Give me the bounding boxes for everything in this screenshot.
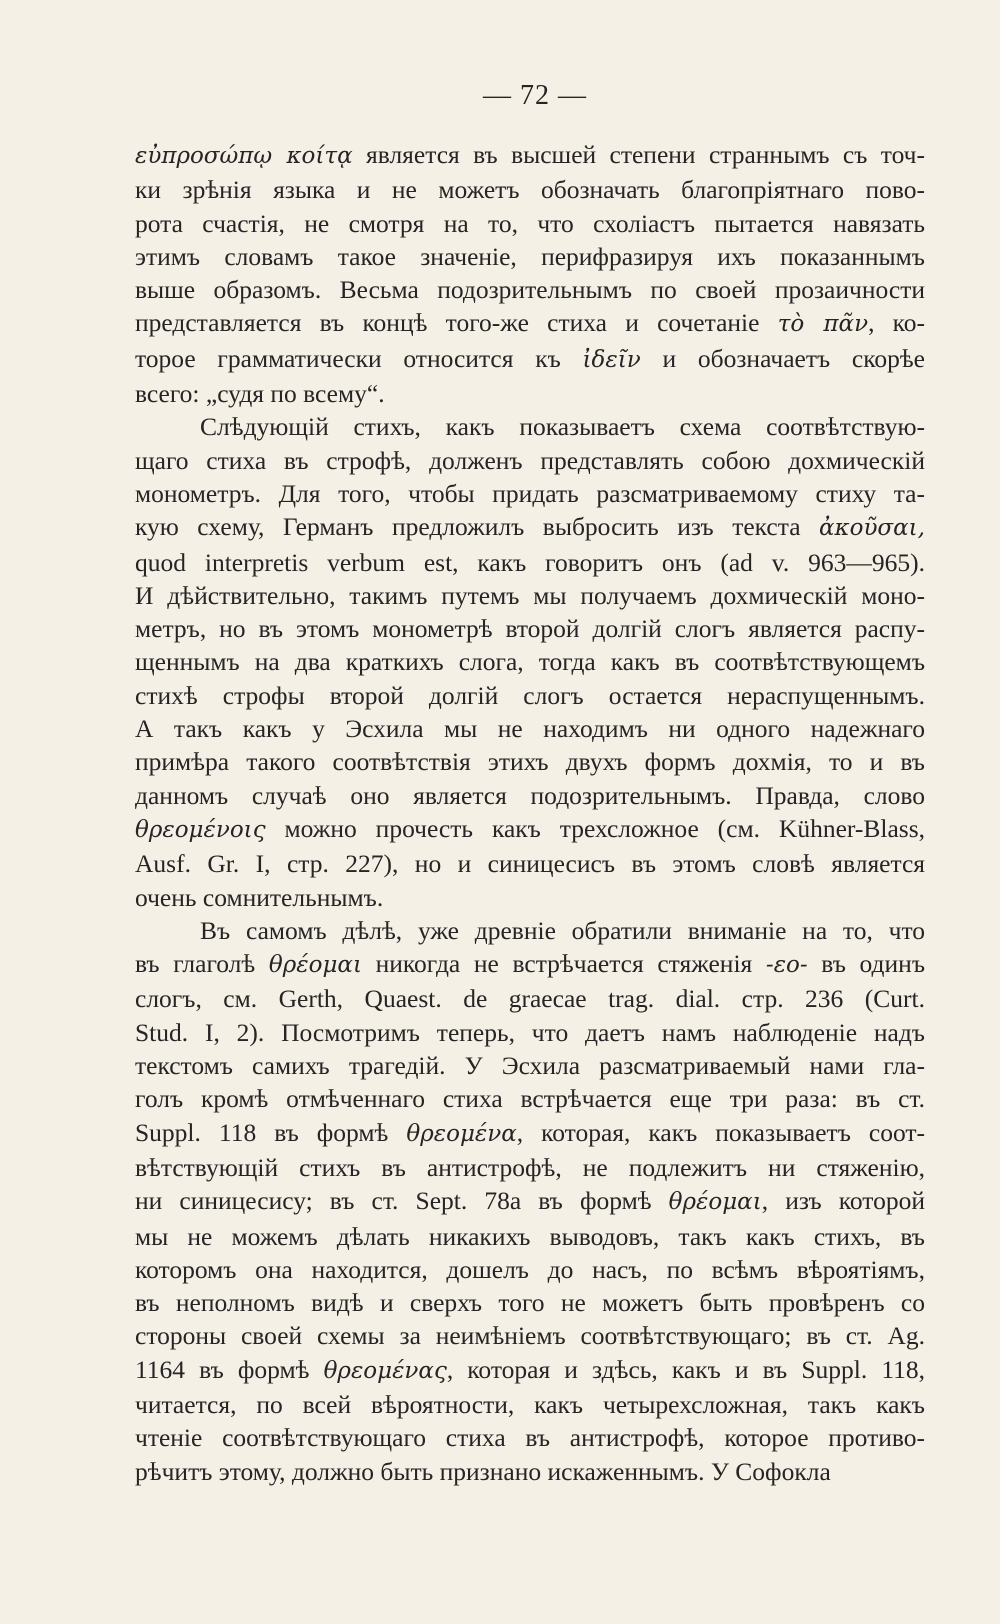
text-segment: , которая, какъ показываетъ соот- [516,1117,925,1147]
text-segment: Stud. I, 2). Посмотримъ теперь, что даетъ намъ наблюденіе надъ [135,1017,925,1047]
text-segment: слогъ, см. Gerth, Quaest. de graecae trag. dial. стр. 236 (Curt. [135,984,925,1014]
greek-phrase: θρεομένας [323,1357,447,1384]
text-line [135,240,925,273]
text-line [135,1116,925,1151]
text-line [135,745,925,778]
text-line [135,1319,925,1352]
greek-phrase: θρεομένα [406,1120,517,1147]
text-segment: и обозначаетъ скорѣе [640,343,925,373]
text-segment: quod interpretis verbum est, какъ говоритъ онъ (ad v. 963—965). [135,547,925,577]
text-line [135,645,925,678]
text-segment: Въ самомъ дѣлѣ, уже древніе обратили вниманіе на то, что [200,915,925,945]
greek-phrase: τὸ πᾶν [777,311,869,338]
text-line [135,444,925,477]
text-line [135,1253,925,1286]
text-segment: Слѣдующій стихъ, какъ показываетъ схема соотвѣтствую- [200,412,925,442]
text-segment: мы не можемъ дѣлать никакихъ выводовъ, такъ какъ стихъ, въ [135,1221,925,1251]
text-segment: , которая и здѣсь, какъ и въ Suppl. 118, [446,1354,925,1384]
text-line [135,779,925,812]
text-segment: въ одинъ [807,949,926,979]
text-line [135,273,925,306]
text-segment: примѣра такого соотвѣтствія этихъ двухъ формъ дохмія, то и въ [135,747,925,777]
text-line [135,881,925,914]
text-line [135,679,925,712]
text-line [135,1082,925,1115]
page-number: — 72 — [483,80,587,111]
paragraph [135,410,925,913]
text-line [135,812,925,847]
text-line [135,510,925,545]
text-line [135,546,925,579]
text-segment: голъ кромѣ отмѣченнаго стиха встрѣчается еще три раза: въ ст. [135,1084,925,1114]
text-segment: рѣчитъ этому, должно быть признано искаженнымъ. У Софокла [135,1456,831,1486]
text-segment: этимъ словамъ такое значеніе, перифразируя ихъ показаннымъ [135,241,925,271]
text-segment: стихѣ строфы второй долгій слогъ остается нераспущеннымъ. [135,680,925,710]
text-line [135,1184,925,1219]
text-segment: , изъ которой [761,1186,925,1216]
text-line [135,207,925,240]
text-segment: щеннымъ на два краткихъ слога, тогда какъ въ соотвѣтствующемъ [135,647,925,677]
text-segment: ки зрѣнія языка и не можетъ обозначать благопріятнаго пово- [135,175,925,205]
greek-phrase: ἀκοῦσαι, [818,515,925,542]
text-segment: торое грамматически относится къ [135,343,583,373]
text-segment: чтеніе соотвѣтствующаго стиха въ антистрофѣ, которое противо- [135,1423,925,1453]
text-segment: очень сомнительнымъ. [135,882,384,912]
greek-phrase: θρεομένοις [135,816,266,843]
text-line [135,612,925,645]
text-segment: стороны своей схемы за неимѣніемъ соотвѣтствующаго; въ ст. Ag. [135,1321,925,1351]
text-segment: И дѣйствительно, такимъ путемъ мы получаемъ дохмическій моно- [135,580,925,610]
text-line [135,1421,925,1454]
text-segment: текстомъ самихъ трагедій. У Эсхила разсматриваемый нами гла- [135,1051,925,1081]
text-segment: А такъ какъ у Эсхила мы не находимъ ни одного надежнаго [135,714,925,744]
text-line [135,1049,925,1082]
greek-phrase: θρέομαι [268,952,362,979]
greek-phrase: ἰδεῖν [582,346,641,373]
text-line [135,477,925,510]
text-line [135,342,925,377]
text-segment: Suppl. 118 въ формѣ [135,1117,407,1147]
text-segment: можно прочесть какъ трехсложное (см. Kühner-Blass, [265,813,925,843]
body-text [135,138,925,1488]
text-line [135,947,925,982]
text-segment: данномъ случаѣ оно является подозрительнымъ. Правда, слово [135,780,925,810]
text-segment: всего: „судя по всему“. [135,379,385,409]
text-line [135,712,925,745]
text-line [135,410,925,443]
text-segment: кую схему, Германъ предложилъ выбросить изъ текста [135,512,819,542]
text-segment: вѣтствующій стихъ въ антистрофѣ, не подлежитъ ни стяженію, [135,1152,925,1182]
text-segment: читается, по всей вѣроятности, какъ четырехсложная, такъ какъ [135,1389,925,1419]
text-line [135,982,925,1015]
text-segment: является въ высшей степени страннымъ съ точ- [352,140,925,169]
text-line [135,914,925,947]
text-segment: выше образомъ. Весьма подозрительнымъ по своей прозаичности [135,275,925,305]
text-segment: никогда не встрѣчается стяженія [361,949,766,979]
text-segment: рота счастія, не смотря на то, что схоліастъ пытается навязать [135,208,925,238]
text-segment: щаго стиха въ строфѣ, долженъ представлять собою дохмическій [135,445,925,475]
text-line [135,306,925,341]
text-line [135,1353,925,1388]
text-segment: , ко- [868,308,926,338]
text-line [135,1388,925,1421]
text-line [135,1455,925,1488]
paragraph [135,914,925,1488]
paragraph [135,138,925,410]
text-segment: ни синицесису; въ ст. Sept. 78a въ формѣ [135,1186,669,1216]
greek-phrase: -εο- [765,952,808,979]
text-segment: метръ, но въ этомъ монометрѣ второй долгій слогъ является распу- [135,614,925,644]
text-line [135,579,925,612]
text-line [135,1286,925,1319]
text-line [135,138,925,173]
text-line [135,377,925,410]
text-segment: представляется въ концѣ того-же стиха и сочетаніе [135,308,778,338]
text-line [135,1220,925,1253]
text-segment: которомъ она находится, дошелъ до насъ, по всѣмъ вѣроятіямъ, [135,1254,925,1284]
text-segment: Ausf. Gr. I, стр. 227), но и синицесисъ въ этомъ словѣ является [135,849,925,879]
text-line [135,173,925,206]
greek-phrase: θρέομαι [668,1189,762,1216]
text-line [135,1016,925,1049]
text-line [135,847,925,880]
text-segment: въ глаголѣ [135,949,269,979]
text-segment: 1164 въ формѣ [135,1354,324,1384]
text-segment: монометръ. Для того, чтобы придать разсматриваемому стиху та- [135,478,925,508]
text-line [135,1151,925,1184]
text-segment: въ неполномъ видѣ и сверхъ того не можетъ быть провѣренъ со [135,1288,925,1318]
greek-phrase: εὐπροσώπῳ κοίτᾳ [135,143,353,169]
